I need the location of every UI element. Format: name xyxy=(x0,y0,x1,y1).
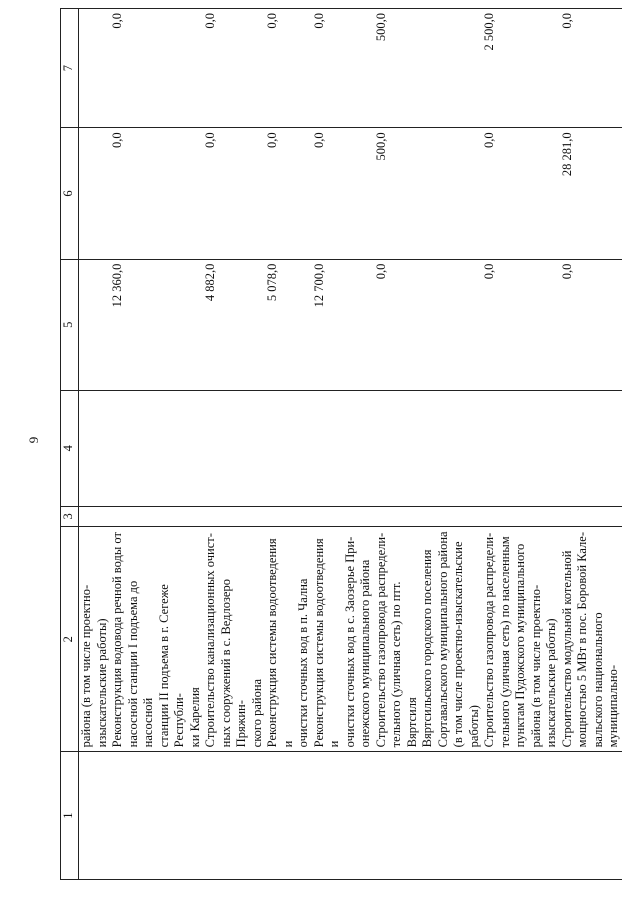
value-col-7: 0,0 xyxy=(560,9,622,128)
cell-col-1 xyxy=(482,752,560,880)
table-row xyxy=(203,9,265,880)
description-line: тельного (уличная сеть) по птт. Вяртсиля xyxy=(389,581,419,748)
description-line: насосной станции I подъема до насосной xyxy=(125,580,155,748)
value-col-6: 500,0 xyxy=(374,128,483,259)
value-col-6: 0,0 xyxy=(312,128,374,259)
value-col-5: 12 700,0 xyxy=(312,259,374,390)
description-line: Реконструкция системы водоотведения и xyxy=(265,538,295,748)
project-description xyxy=(203,527,265,752)
value-col-6 xyxy=(79,128,111,259)
cell-col-4 xyxy=(312,390,374,506)
description-line: Строительство газопровода распредели- xyxy=(373,532,388,748)
budget-table xyxy=(60,8,622,880)
value-col-5: 0,0 xyxy=(560,259,622,390)
project-description xyxy=(312,527,374,752)
cell-col-4 xyxy=(265,390,312,506)
cell-col-1 xyxy=(203,752,265,880)
description-line: Реконструкция системы водоотведения и xyxy=(311,538,341,748)
description-line: ных сооружений в с. Ведлозеро Пряжин- xyxy=(218,579,248,748)
description-line: изыскательские работы) xyxy=(94,618,109,748)
value-col-6: 28 281,0 xyxy=(560,128,622,259)
project-description xyxy=(374,527,483,752)
description-line: Строительство модульной котельной xyxy=(559,550,574,748)
description-line: Строительство канализационных очист- xyxy=(203,533,217,748)
cell-col-3 xyxy=(203,506,265,526)
value-col-6: 0,0 xyxy=(203,128,265,259)
value-col-5 xyxy=(79,259,111,390)
description-line: пунктам Пудожского муниципального xyxy=(513,543,527,748)
table-header-row xyxy=(61,9,79,880)
column-header-1: 1 xyxy=(61,752,79,880)
cell-col-3 xyxy=(374,506,483,526)
description-line: изыскательские работы) xyxy=(544,618,558,748)
project-description xyxy=(79,527,111,752)
cell-col-4 xyxy=(560,390,622,506)
value-col-5: 0,0 xyxy=(482,259,560,390)
description-line: района (в том числе проектно- xyxy=(528,584,543,748)
value-col-7: 0,0 xyxy=(312,9,374,128)
table-row xyxy=(560,9,622,880)
cell-col-1 xyxy=(560,752,622,880)
cell-col-4 xyxy=(110,390,203,506)
table-row xyxy=(374,9,483,880)
description-line: ского района xyxy=(249,678,264,748)
cell-col-4 xyxy=(203,390,265,506)
value-col-5: 0,0 xyxy=(374,259,483,390)
column-header-6: 6 xyxy=(61,128,79,259)
value-col-7 xyxy=(79,9,111,128)
page-number: 9 xyxy=(26,436,41,444)
column-header-2: 2 xyxy=(61,527,79,752)
cell-col-3 xyxy=(560,506,622,526)
description-line: очистки сточных вод в с. Заозерье При- xyxy=(342,536,357,748)
column-header-4: 4 xyxy=(61,390,79,506)
table-row xyxy=(79,9,111,880)
cell-col-4 xyxy=(79,390,111,506)
project-description xyxy=(482,527,560,752)
project-description xyxy=(110,527,203,752)
table-body xyxy=(79,9,622,880)
value-col-7: 0,0 xyxy=(110,9,203,128)
description-line: (в том числе проектно-изыскательские xyxy=(451,541,465,748)
table-row xyxy=(482,9,560,880)
cell-col-4 xyxy=(374,390,483,506)
description-line: работы) xyxy=(466,705,481,748)
description-line: мощностью 5 МВт в пос. Боровой Кале- xyxy=(575,532,589,748)
value-col-5: 12 360,0 xyxy=(110,259,203,390)
value-col-7: 2 500,0 xyxy=(482,9,560,128)
cell-col-3 xyxy=(312,506,374,526)
description-line: тельного (уличная сеть) по населенным xyxy=(497,536,512,748)
description-line: вальского национального муниципально- xyxy=(590,612,620,748)
project-description xyxy=(560,527,622,752)
table-row xyxy=(312,9,374,880)
description-line: Строительство газопровода распредели- xyxy=(482,532,496,748)
cell-col-4 xyxy=(482,390,560,506)
value-col-5: 4 882,0 xyxy=(203,259,265,390)
value-col-7: 0,0 xyxy=(203,9,265,128)
description-line: Реконструкция водовода речной воды от xyxy=(110,532,124,748)
cell-col-3 xyxy=(79,506,111,526)
cell-col-1 xyxy=(79,752,111,880)
value-col-7: 0,0 xyxy=(265,9,312,128)
column-header-7: 7 xyxy=(61,9,79,128)
description-line: Вяртсильского городского поселения xyxy=(420,549,434,748)
project-description xyxy=(265,527,312,752)
description-line: онежского муниципального района xyxy=(358,559,372,748)
cell-col-1 xyxy=(312,752,374,880)
value-col-6: 0,0 xyxy=(110,128,203,259)
cell-col-3 xyxy=(482,506,560,526)
cell-col-1 xyxy=(110,752,203,880)
table-row xyxy=(265,9,312,880)
value-col-5: 5 078,0 xyxy=(265,259,312,390)
value-col-7: 500,0 xyxy=(374,9,483,128)
column-header-3: 3 xyxy=(61,506,79,526)
description-line: станции II подъема в г. Сегеже Республи- xyxy=(156,584,186,748)
description-line: очистки сточных вод в п. Чална xyxy=(296,578,310,748)
column-header-5: 5 xyxy=(61,259,79,390)
value-col-6: 0,0 xyxy=(482,128,560,259)
cell-col-1 xyxy=(265,752,312,880)
description-line: Сортавальского муниципального района xyxy=(435,531,450,748)
table-row xyxy=(110,9,203,880)
rotated-page xyxy=(60,8,620,880)
cell-col-1 xyxy=(374,752,483,880)
cell-col-3 xyxy=(265,506,312,526)
value-col-6: 0,0 xyxy=(265,128,312,259)
description-line: района (в том числе проектно- xyxy=(79,584,93,748)
cell-col-3 xyxy=(110,506,203,526)
description-line: ки Карелия xyxy=(187,687,202,748)
